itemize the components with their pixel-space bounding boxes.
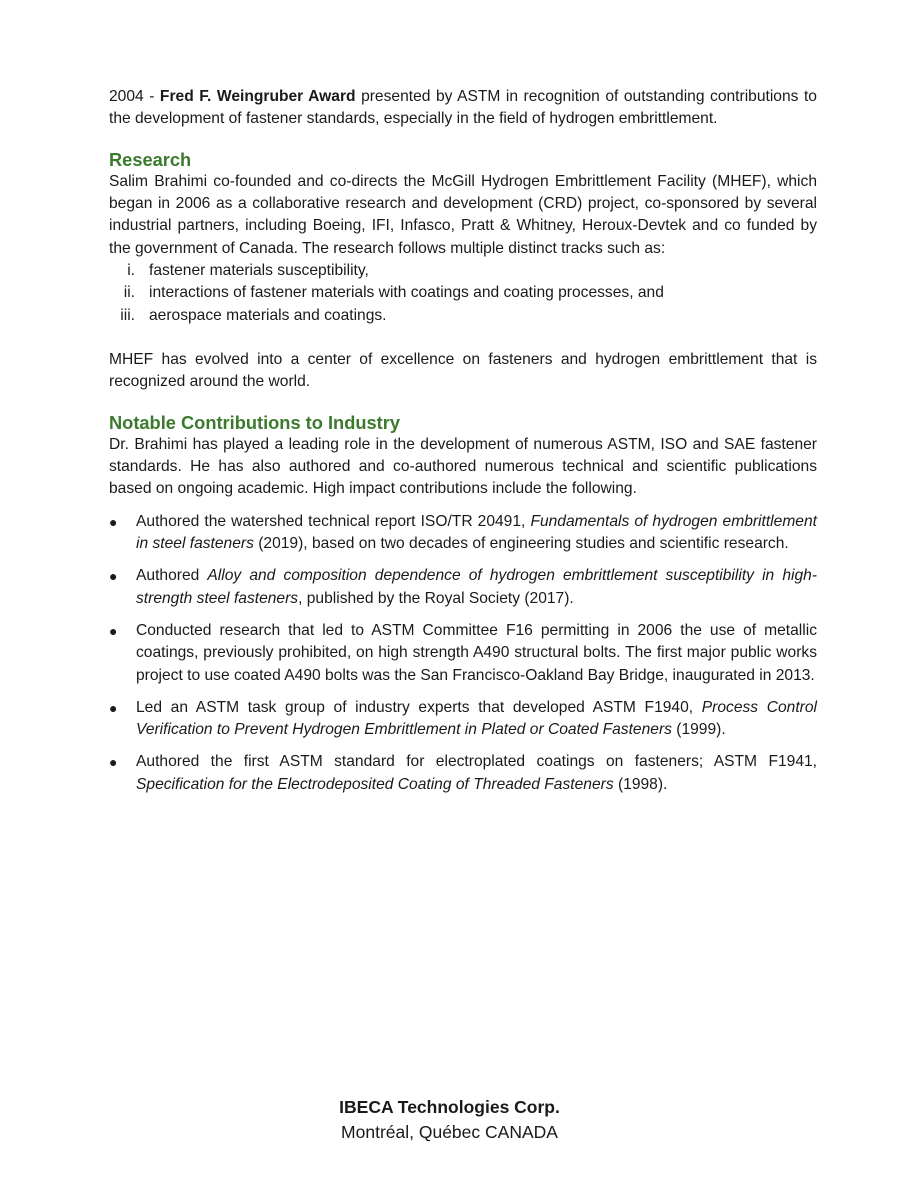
contributions-list	[109, 511, 817, 796]
page-footer	[0, 1095, 899, 1145]
list-item	[109, 697, 817, 742]
company-name: IBECA Technologies Corp.	[339, 1097, 560, 1117]
list-item	[109, 565, 817, 610]
contributions-intro: Dr. Brahimi has played a leading role in the development of numerous ASTM, ISO and SAE fastener standards. He has also authored and co-authored numerous technical and scientific publications based on ongoing academic. High impact contributions include the following.	[109, 435, 817, 498]
bullet-icon: ●	[109, 568, 118, 585]
list-item-text: Authored the first ASTM standard for electroplated coatings on fasteners; ASTM F1941, Specification for the Electrodeposited Coating of Threaded Fasteners (1998).	[136, 753, 817, 793]
award-paragraph	[109, 86, 817, 131]
list-item-text: Conducted research that led to ASTM Committee F16 permitting in 2006 the use of metallic coatings, previously prohibited, on high strength A490 structural bolts. The first major public works project to use coated A490 bolts was the San Francisco-Oakland Bay Bridge, inaugurated in 2013.	[136, 621, 817, 684]
research-section	[109, 149, 817, 394]
bullet-icon: ●	[109, 754, 118, 771]
research-outro: MHEF has evolved into a center of excellence on fasteners and hydrogen embrittlement that is recognized around the world.	[109, 350, 817, 391]
list-item	[109, 751, 817, 796]
list-item	[109, 511, 817, 556]
list-item-text: fastener materials susceptibility,	[149, 262, 369, 280]
list-item	[109, 282, 817, 304]
document-body	[109, 86, 817, 806]
bullet-icon: ●	[109, 699, 118, 716]
research-tracks-list	[109, 260, 817, 327]
bullet-icon: ●	[109, 622, 118, 639]
contributions-heading: Notable Contributions to Industry	[109, 411, 400, 433]
award-year: 2004 -	[109, 88, 160, 105]
list-item-text: aerospace materials and coatings.	[149, 306, 387, 324]
award-text: presented by ASTM in recognition of outstanding contributions to the development of fastener standards, especially in the field of hydrogen embrittlement.	[109, 88, 817, 128]
list-item-text: Authored Alloy and composition dependence of hydrogen embrittlement susceptibility in high-strength steel fasteners, published by the Royal Society (2017).	[136, 567, 817, 607]
list-item-number: iii.	[120, 306, 135, 324]
list-item	[109, 260, 817, 282]
bullet-icon: ●	[109, 513, 118, 530]
research-intro: Salim Brahimi co-founded and co-directs the McGill Hydrogen Embrittlement Facility (MHEF), which began in 2006 as a collaborative research and development (CRD) project, co-sponsored by several industrial partners, including Boeing, IFI, Infasco, Pratt & Whitney, Heroux-Devtek and co funded by the government of Canada. The research follows multiple distinct tracks such as:	[109, 172, 817, 257]
list-item-text: Authored the watershed technical report ISO/TR 20491, Fundamentals of hydrogen embrittlement in steel fasteners (2019), based on two decades of engineering studies and scientific research.	[136, 512, 817, 553]
list-item	[109, 620, 817, 687]
contributions-section	[109, 412, 817, 796]
list-item-number: ii.	[123, 284, 135, 302]
research-heading: Research	[109, 148, 192, 170]
list-item-number: i.	[127, 262, 135, 280]
list-item-text: interactions of fastener materials with coatings and coating processes, and	[149, 284, 664, 302]
list-item-text: Led an ASTM task group of industry experts that developed ASTM F1940, Process Control Verification to Prevent Hydrogen Embrittlement in Plated or Coated Fasteners (1999).	[136, 698, 817, 739]
company-location: Montréal, Québec CANADA	[341, 1122, 558, 1142]
award-name: Fred F. Weingruber Award	[159, 88, 356, 105]
list-item	[109, 305, 817, 327]
